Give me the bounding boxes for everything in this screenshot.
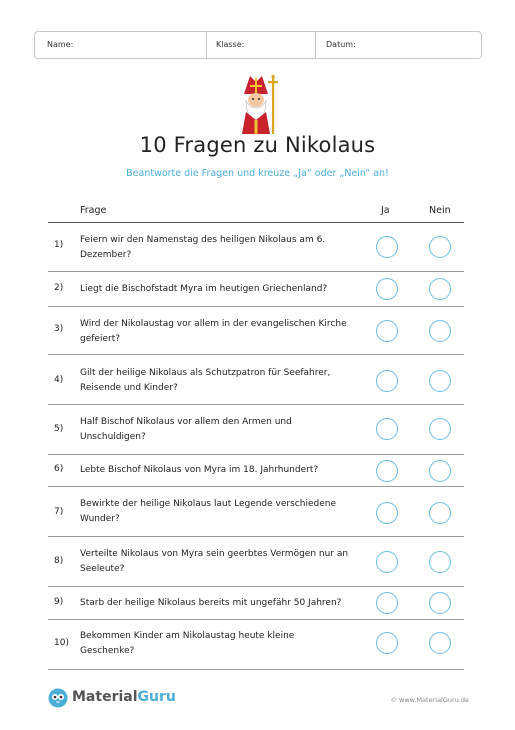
brand-name-part2: Guru — [137, 689, 176, 705]
question-row — [48, 355, 464, 405]
header-divider — [206, 32, 207, 58]
answer-no-checkbox[interactable] — [429, 632, 451, 654]
question-row — [48, 487, 464, 537]
instructions-subtitle: Beantworte die Fragen und kreuze „Ja“ oder „Nein“ an! — [126, 168, 389, 179]
column-header-yes: Ja — [381, 205, 390, 216]
answer-yes-checkbox[interactable] — [376, 551, 398, 573]
guru-owl-icon — [48, 688, 68, 708]
answer-yes-checkbox[interactable] — [376, 502, 398, 524]
question-number: 8) — [54, 556, 64, 566]
answer-yes-checkbox[interactable] — [376, 236, 398, 258]
question-row — [48, 307, 464, 355]
answer-no-checkbox[interactable] — [429, 551, 451, 573]
question-number: 3) — [54, 324, 64, 334]
question-number: 5) — [54, 424, 64, 434]
column-header-question: Frage — [80, 205, 107, 216]
question-number: 4) — [54, 375, 64, 385]
question-text: Gilt der heilige Nikolaus als Schutzpatron für Seefahrer, Reisende und Kinder? — [80, 368, 331, 393]
name-label: Name: — [47, 40, 74, 49]
question-text: Starb der heilige Nikolaus bereits mit ungefähr 50 Jahren? — [80, 598, 342, 608]
answer-no-checkbox[interactable] — [429, 370, 451, 392]
answer-yes-checkbox[interactable] — [376, 632, 398, 654]
question-row — [48, 405, 464, 455]
answer-no-checkbox[interactable] — [429, 592, 451, 614]
answer-yes-checkbox[interactable] — [376, 592, 398, 614]
website-url: © www.MaterialGuru.de — [390, 696, 469, 704]
question-number: 1) — [54, 240, 64, 250]
question-row — [48, 537, 464, 587]
answer-no-checkbox[interactable] — [429, 278, 451, 300]
answer-yes-checkbox[interactable] — [376, 320, 398, 342]
question-row — [48, 587, 464, 620]
question-text: Verteilte Nikolaus von Myra sein geerbtes Vermögen nur an Seeleute? — [80, 549, 349, 574]
question-text: Half Bischof Nikolaus vor allem den Armen und Unschuldigen? — [80, 417, 292, 442]
answer-no-checkbox[interactable] — [429, 502, 451, 524]
footer-divider — [48, 669, 464, 670]
question-number: 2) — [54, 283, 64, 293]
header-divider — [315, 32, 316, 58]
question-row — [48, 222, 464, 272]
question-text: Feiern wir den Namenstag des heiligen Nikolaus am 6. Dezember? — [80, 235, 326, 260]
question-row — [48, 272, 464, 307]
question-text: Liegt die Bischofstadt Myra im heutigen Griechenland? — [80, 284, 328, 294]
question-row — [48, 455, 464, 487]
answer-yes-checkbox[interactable] — [376, 418, 398, 440]
question-number: 6) — [54, 464, 64, 474]
header-fields-box — [34, 31, 482, 59]
answer-no-checkbox[interactable] — [429, 320, 451, 342]
column-header-no: Nein — [429, 205, 451, 216]
question-row — [48, 620, 464, 669]
answer-no-checkbox[interactable] — [429, 236, 451, 258]
question-number: 9) — [54, 597, 64, 607]
question-text: Lebte Bischof Nikolaus von Myra im 18. Jahrhundert? — [80, 465, 319, 475]
date-label: Datum: — [326, 40, 356, 49]
answer-no-checkbox[interactable] — [429, 418, 451, 440]
page-title: 10 Fragen zu Nikolaus — [139, 133, 376, 157]
answer-yes-checkbox[interactable] — [376, 278, 398, 300]
brand-name-part1: Material — [72, 689, 138, 705]
answer-yes-checkbox[interactable] — [376, 460, 398, 482]
answer-no-checkbox[interactable] — [429, 460, 451, 482]
question-number: 7) — [54, 507, 64, 517]
question-text: Bewirkte der heilige Nikolaus laut Legende verschiedene Wunder? — [80, 499, 336, 524]
question-text: Wird der Nikolaustag vor allem in der evangelischen Kirche gefeiert? — [80, 319, 347, 344]
question-text: Bekommen Kinder am Nikolaustag heute kleine Geschenke? — [80, 631, 295, 656]
brand-name — [72, 689, 176, 705]
saint-nicholas-icon — [236, 72, 284, 136]
question-number: 10) — [54, 638, 69, 648]
answer-yes-checkbox[interactable] — [376, 370, 398, 392]
class-label: Klasse: — [216, 40, 245, 49]
